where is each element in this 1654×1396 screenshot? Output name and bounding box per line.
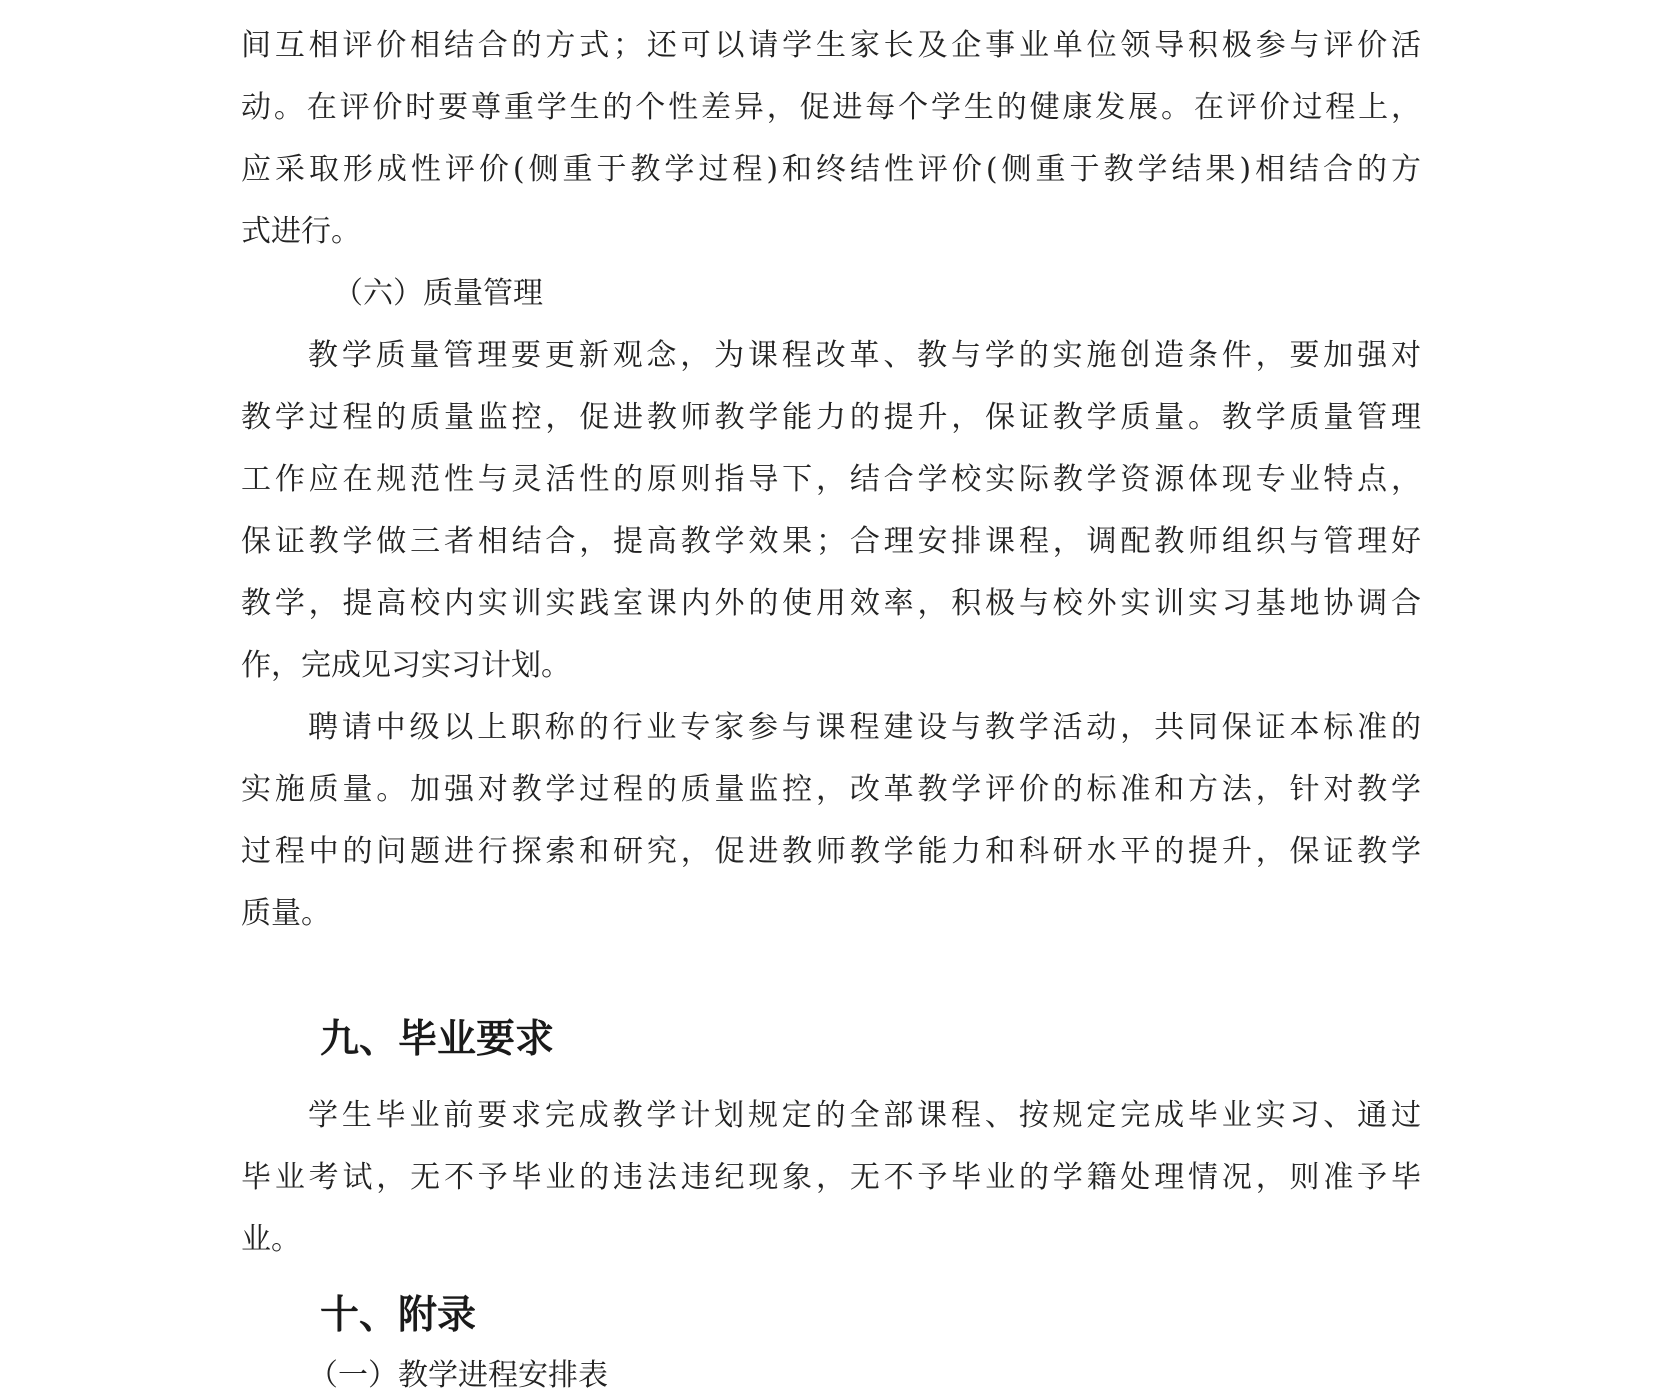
paragraph-line: 式进行。 — [241, 214, 361, 249]
paragraph-line: 应采取形成性评价(侧重于教学过程)和终结性评价(侧重于教学结果)相结合的方 — [241, 152, 1421, 187]
section-heading-graduation: 九、毕业要求 — [320, 1017, 555, 1062]
cut-off-line — [241, 1352, 1421, 1393]
paragraph-line: 教学过程的质量监控，促进教师教学能力的提升，保证教学质量。教学质量管理 — [241, 400, 1421, 435]
paragraph-line: 间互相评价相结合的方式；还可以请学生家长及企事业单位领导积极参与评价活 — [241, 28, 1421, 63]
paragraph-line: 毕业考试，无不予毕业的违法违纪现象，无不予毕业的学籍处理情况，则准予毕 — [241, 1160, 1421, 1195]
section-heading-appendix: 十、附录 — [320, 1293, 477, 1338]
paragraph-line: 教学，提高校内实训实践室课内外的使用效率，积极与校外实训实习基地协调合 — [241, 586, 1421, 621]
paragraph-line: 质量。 — [241, 896, 331, 931]
paragraph-line: 实施质量。加强对教学过程的质量监控，改革教学评价的标准和方法，针对教学 — [241, 772, 1421, 807]
paragraph-line: 学生毕业前要求完成教学计划规定的全部课程、按规定完成毕业实习、通过 — [308, 1098, 1421, 1133]
paragraph-line: 动。在评价时要尊重学生的个性差异，促进每个学生的健康发展。在评价过程上， — [241, 90, 1421, 125]
paragraph-line: 工作应在规范性与灵活性的原则指导下，结合学校实际教学资源体现专业特点， — [241, 462, 1421, 497]
paragraph-line: 作，完成见习实习计划。 — [241, 648, 571, 683]
paragraph-line: 保证教学做三者相结合，提高教学效果；合理安排课程，调配教师组织与管理好 — [241, 524, 1421, 559]
cut-off-line-text: （一）教学进程安排表 — [308, 1358, 608, 1393]
section-subheading: （六）质量管理 — [333, 276, 543, 311]
paragraph-line: 过程中的问题进行探索和研究，促进教师教学能力和科研水平的提升，保证教学 — [241, 834, 1421, 869]
paragraph-line: 聘请中级以上职称的行业专家参与课程建设与教学活动，共同保证本标准的 — [308, 710, 1421, 745]
paragraph-line: 业。 — [241, 1222, 301, 1257]
paragraph-line: 教学质量管理要更新观念，为课程改革、教与学的实施创造条件，要加强对 — [308, 338, 1421, 373]
